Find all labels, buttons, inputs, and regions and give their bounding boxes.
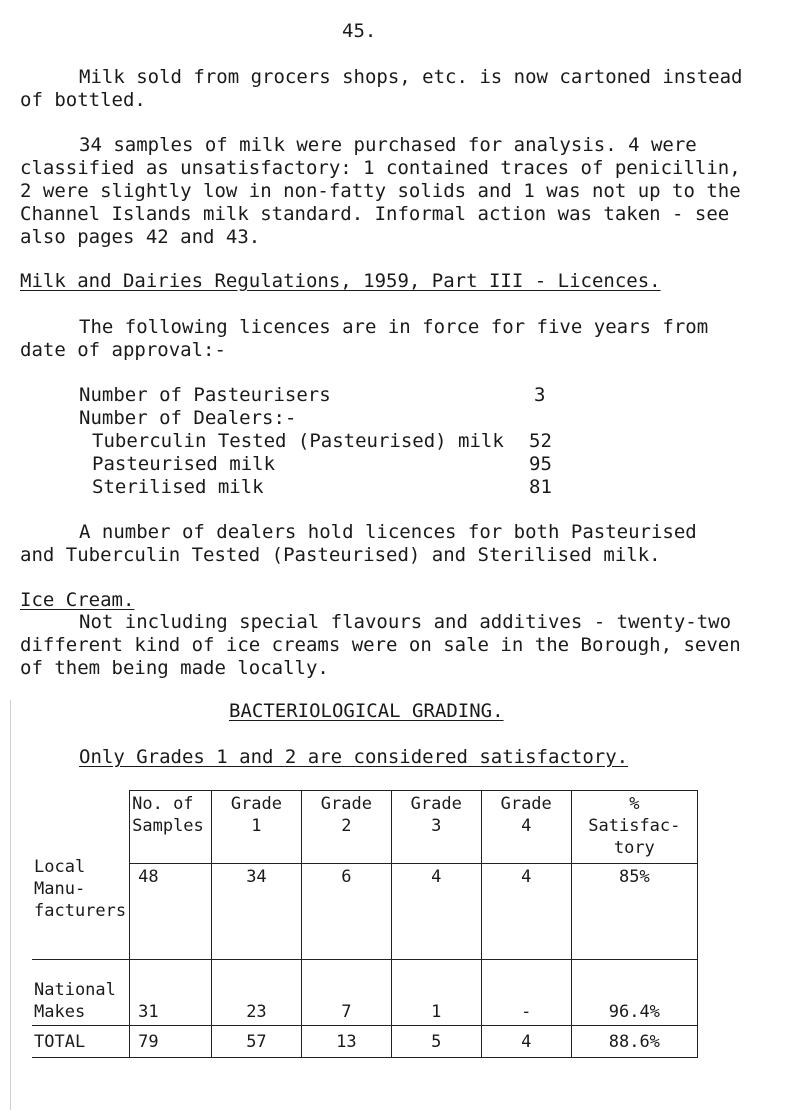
table-cell: 4: [391, 864, 481, 960]
table-cell: 6: [301, 864, 391, 960]
table-cell: -: [481, 960, 571, 1026]
licence-item-label: Pasteurised milk: [92, 453, 276, 475]
header-line: No. of: [132, 794, 194, 814]
header-line: Grade: [410, 794, 462, 814]
header-line: tory: [613, 838, 655, 858]
table-cell: 31: [130, 960, 212, 1026]
licence-item-value: 95: [529, 453, 552, 475]
table-cell: 96.4%: [571, 960, 697, 1026]
text-line: different kind of ice creams were on sale in the Borough, seven: [20, 634, 741, 656]
licence-item-value: 52: [529, 430, 552, 452]
grading-note: Only Grades 1 and 2 are considered satisfactory.: [79, 746, 629, 768]
header-line: Grade: [320, 794, 372, 814]
text-line: date of approval:-: [20, 339, 226, 361]
table-cell: 85%: [571, 864, 697, 960]
header-line: 4: [521, 816, 532, 836]
grading-table: [32, 790, 698, 1058]
table-cell: 88.6%: [571, 1026, 697, 1058]
licence-item-value: 81: [529, 476, 552, 498]
row-label-line: National: [34, 980, 116, 1000]
table-row-total: [32, 1026, 698, 1058]
table-cell: 4: [481, 1026, 571, 1058]
text-line: of bottled.: [20, 89, 146, 111]
header-line: 3: [431, 816, 442, 836]
row-label-cell: [32, 1026, 130, 1058]
ice-cream-heading: Ice Cream.: [20, 589, 135, 611]
text-line: Milk sold from grocers shops, etc. is now cartoned instead: [79, 66, 743, 88]
row-label-line: Manu-: [34, 878, 86, 899]
column-header: [481, 791, 571, 864]
table-cell: 1: [391, 960, 481, 1026]
text-line: and Tuberculin Tested (Pasteurised) and Sterilised milk.: [20, 544, 661, 566]
text-line: Not including special flavours and additives - twenty-two: [79, 611, 732, 633]
header-line: 2: [341, 816, 352, 836]
column-header: [301, 791, 391, 864]
header-line: %: [629, 794, 640, 814]
pasteurisers-value: 3: [534, 384, 546, 406]
table-cell: 48: [130, 864, 212, 960]
page-number: 45.: [342, 20, 377, 42]
row-label-line: facturers: [34, 900, 127, 921]
column-header: [130, 791, 212, 864]
header-line: Satisfac-: [588, 816, 681, 836]
header-line: 1: [251, 816, 262, 836]
licence-item-label: Tuberculin Tested (Pasteurised) milk: [92, 430, 504, 452]
column-header: [571, 791, 697, 864]
row-label-line: TOTAL: [34, 1031, 86, 1052]
column-header: [391, 791, 481, 864]
text-line: also pages 42 and 43.: [20, 226, 261, 248]
table-cell: 79: [130, 1026, 212, 1058]
table-cell: 23: [211, 960, 301, 1026]
row-label-line: Local: [34, 856, 86, 877]
header-line: Samples: [132, 816, 204, 836]
text-line: Channel Islands milk standard. Informal action was taken - see: [20, 203, 730, 225]
row-label-cell: [32, 960, 130, 1026]
table-cell: 7: [301, 960, 391, 1026]
text-line: 2 were slightly low in non-fatty solids and 1 was not up to the: [20, 180, 741, 202]
scan-edge-line: [10, 700, 11, 1110]
licence-item-label: Sterilised milk: [92, 476, 264, 498]
table-cell: 34: [211, 864, 301, 960]
text-line: 34 samples of milk were purchased for analysis. 4 were: [79, 134, 697, 156]
table-cell: 13: [301, 1026, 391, 1058]
table-cell: 5: [391, 1026, 481, 1058]
dealers-label: Number of Dealers:-: [79, 407, 297, 429]
table-header-row: [32, 791, 698, 864]
header-line: Grade: [500, 794, 552, 814]
table-cell: 4: [481, 864, 571, 960]
text-line: The following licences are in force for five years from: [79, 316, 709, 338]
grading-heading: BACTERIOLOGICAL GRADING.: [229, 700, 504, 722]
table-cell: 57: [211, 1026, 301, 1058]
header-line: Grade: [230, 794, 283, 814]
pasteurisers-label: Number of Pasteurisers: [79, 384, 331, 406]
table-row: [32, 864, 698, 960]
row-label-cell: [32, 791, 130, 960]
text-line: classified as unsatisfactory: 1 contained traces of penicillin,: [20, 157, 741, 179]
row-label-line: Makes: [34, 1002, 86, 1022]
regulations-heading: Milk and Dairies Regulations, 1959, Part III - Licences.: [20, 270, 661, 292]
text-line: of them being made locally.: [20, 657, 329, 679]
column-header: [211, 791, 301, 864]
text-line: A number of dealers hold licences for both Pasteurised: [79, 521, 697, 543]
table-row: [32, 960, 698, 1026]
